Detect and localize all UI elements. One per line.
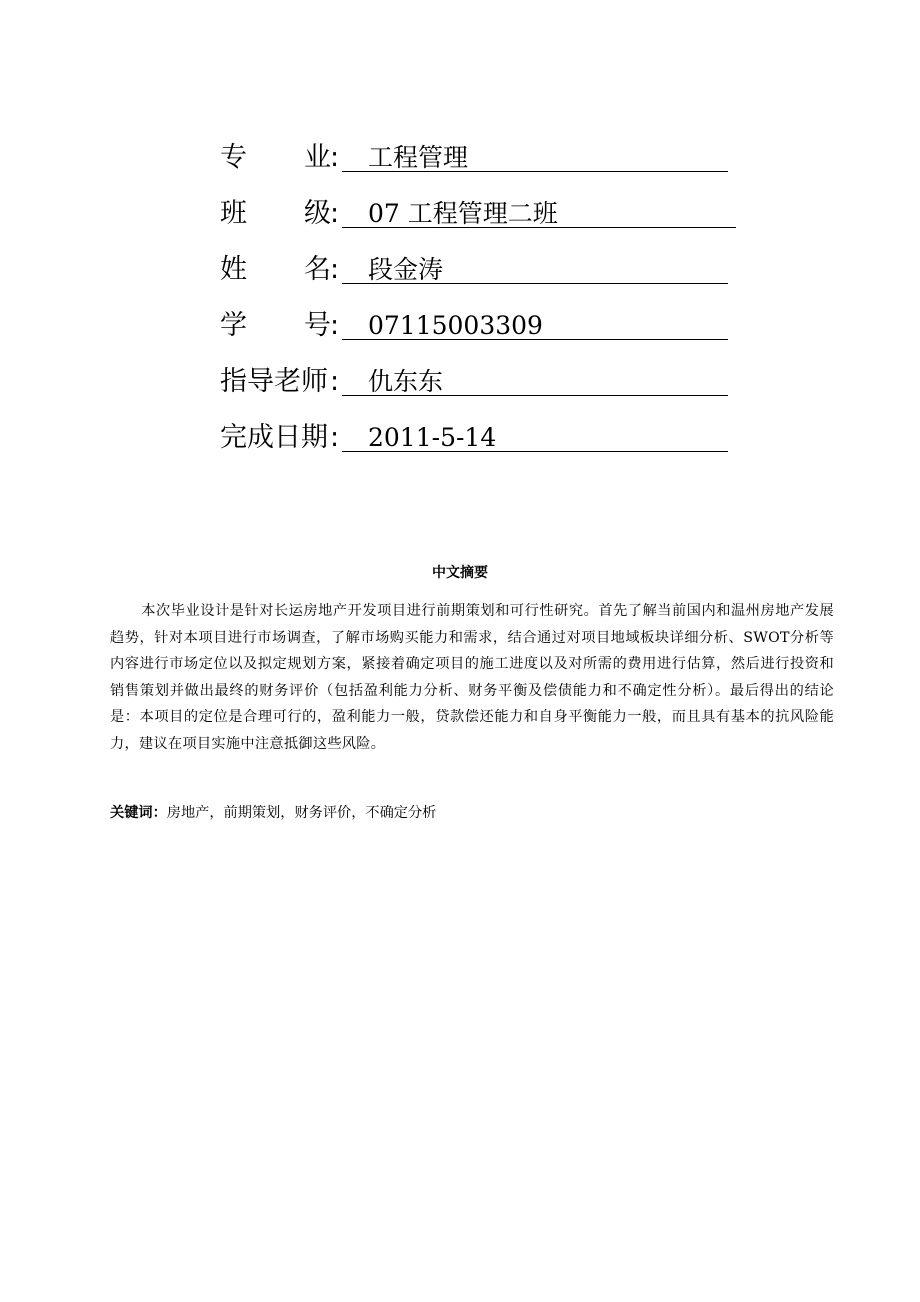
name-value: 段金涛 [342, 250, 728, 284]
major-colon: : [330, 142, 340, 173]
class-label-char-1: 班 [220, 198, 247, 229]
class-label-char-2: 级 [304, 198, 331, 229]
major-label-char-2: 业 [304, 142, 331, 173]
abstract-body: 本次毕业设计是针对长运房地产开发项目进行前期策划和可行性研究。首先了解当前国内和温州房地产发展趋势，针对本项目进行市场调查，了解市场购买能力和需求，结合通过对项目地域板块详细分析、SWOT分析等内容进行市场定位以及拟定规划方案，紧接着确定项目的施工进度以及对所需的费用进行估算，然后进行投资和销售策划并做出最终的财务评价（包括盈利能力分析、财务平衡及偿债能力和不确定性分析）。最后得出的结论是：本项目的定位是合理可行的，盈利能力一般，贷款偿还能力和自身平衡能力一般，而且具有基本的抗风险能力，建议在项目实施中注意抵御这些风险。 [110, 603, 834, 752]
name-row [220, 246, 750, 302]
advisor-colon: : [330, 366, 340, 397]
name-colon: : [330, 254, 340, 285]
keywords-line [110, 802, 834, 824]
advisor-label-text: 指导老师 [220, 366, 328, 397]
student-id-label-char-1: 学 [220, 310, 247, 341]
major-label-char-1: 专 [220, 142, 247, 173]
name-label-char-2: 名 [304, 254, 331, 285]
completion-date-colon: : [330, 422, 340, 453]
advisor-value: 仇东东 [342, 362, 728, 396]
completion-date-value: 2011-5-14 [342, 418, 728, 452]
completion-date-label-text: 完成日期 [220, 422, 328, 453]
major-value: 工程管理 [342, 138, 728, 172]
class-colon: : [330, 198, 340, 229]
keywords-label: 关键词： [110, 805, 167, 821]
student-id-label-char-2: 号 [304, 310, 331, 341]
completion-date-row [220, 414, 750, 470]
abstract-title: 中文摘要 [432, 565, 488, 581]
class-row [220, 190, 750, 246]
advisor-row [220, 358, 750, 414]
student-id-colon: : [330, 310, 340, 341]
student-id-value: 07115003309 [342, 306, 728, 340]
name-label-char-1: 姓 [220, 254, 247, 285]
cover-info-block [220, 134, 750, 470]
keywords-text: 房地产，前期策划，财务评价，不确定分析 [166, 805, 437, 821]
class-value: 07 工程管理二班 [342, 194, 736, 228]
student-id-row [220, 302, 750, 358]
major-row [220, 134, 750, 190]
